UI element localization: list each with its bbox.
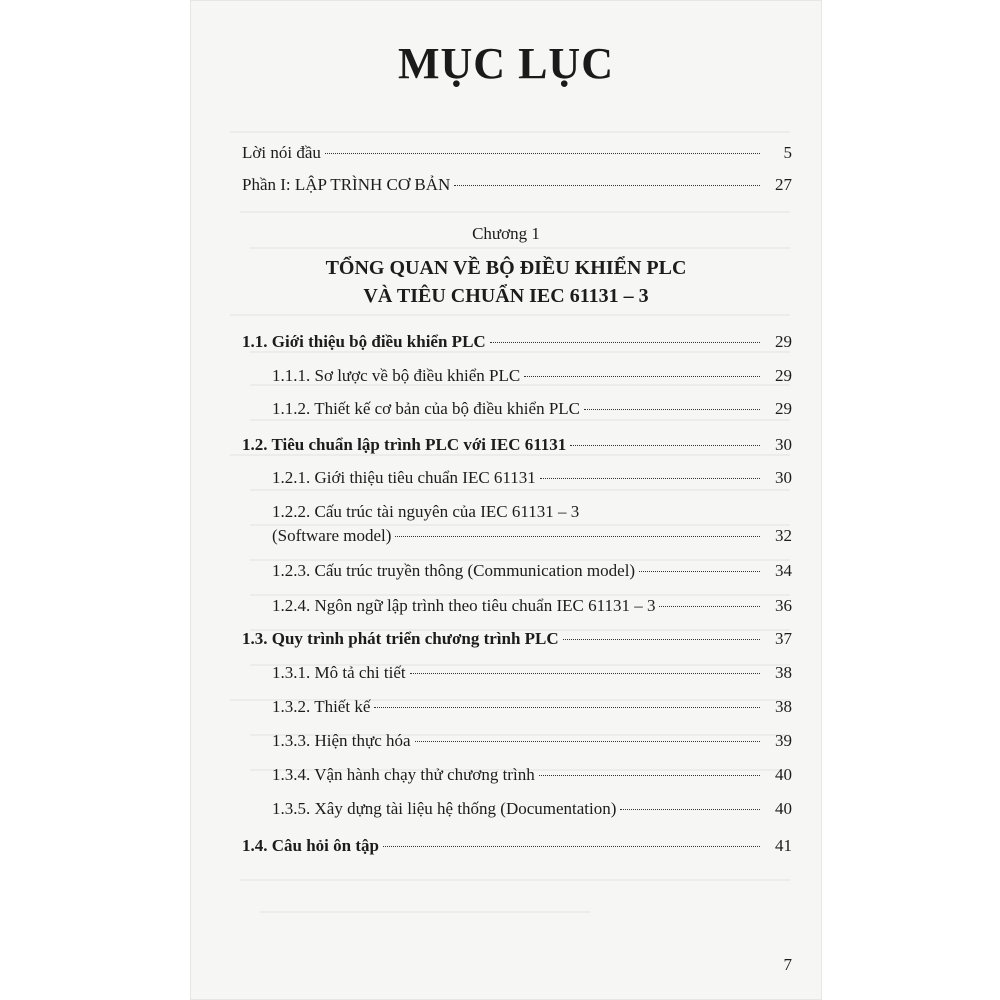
toc-entry-page: 37 — [775, 629, 792, 648]
toc-entry — [242, 174, 792, 196]
toc-section — [242, 331, 792, 353]
toc-entry-label: 1.3.3. Hiện thực hóa — [272, 731, 411, 750]
toc-entry-page: 27 — [775, 175, 792, 194]
chapter-title-line1: TỔNG QUAN VỀ BỘ ĐIỀU KHIỂN PLC — [325, 257, 687, 279]
toc-entry-label: 1.1.2. Thiết kế cơ bản của bộ điều khiển PLC — [272, 399, 581, 418]
toc-entry-label: 1.2.3. Cấu trúc truyền thông (Communication model) — [272, 561, 636, 580]
leader-dots — [325, 153, 760, 154]
toc-entry-page: 29 — [775, 332, 792, 351]
toc-entry-page: 30 — [775, 435, 792, 454]
toc-entry-page: 41 — [775, 836, 792, 855]
leader-dots — [490, 342, 760, 343]
toc-entry-page: 36 — [775, 596, 792, 615]
leader-dots — [539, 775, 760, 776]
chapter-title-line2: VÀ TIÊU CHUẨN IEC 61131 – 3 — [363, 285, 649, 307]
toc-entry-label: 1.2.1. Giới thiệu tiêu chuẩn IEC 61131 — [272, 468, 536, 487]
toc-entry-label: 1.3.4. Vận hành chạy thử chương trình — [272, 765, 535, 784]
toc-entry-label: 1.1. Giới thiệu bộ điều khiển PLC — [242, 332, 486, 351]
toc-subsection — [272, 365, 792, 387]
leader-dots — [415, 741, 760, 742]
toc-entry-page: 39 — [775, 731, 792, 750]
toc-entry-page: 38 — [775, 663, 792, 682]
leader-dots — [383, 846, 760, 847]
leader-dots — [374, 707, 760, 708]
toc-section — [242, 628, 792, 650]
toc-entry-page: 38 — [775, 697, 792, 716]
toc-entry-page: 40 — [775, 765, 792, 784]
toc-section — [242, 835, 792, 857]
toc-entry-page: 29 — [775, 366, 792, 385]
leader-dots — [570, 445, 760, 446]
toc-entry-label: Lời nói đầu — [242, 143, 321, 162]
toc-subsection — [272, 764, 792, 786]
toc-subsection — [272, 662, 792, 684]
toc-subsection — [272, 595, 792, 617]
toc-entry-label: (Software model) — [272, 526, 392, 545]
leader-dots — [540, 478, 760, 479]
toc-entry-page: 40 — [775, 799, 792, 818]
chapter-label: Chương 1 — [472, 224, 540, 243]
toc-entry-page: 34 — [775, 561, 792, 580]
toc-subsection — [272, 467, 792, 489]
leader-dots — [524, 376, 760, 377]
toc-subsection — [272, 525, 792, 547]
toc-subsection — [272, 696, 792, 718]
leader-dots — [395, 536, 760, 537]
leader-dots — [584, 409, 760, 410]
leader-dots — [620, 809, 760, 810]
toc-entry-page: 29 — [775, 399, 792, 418]
toc-entry-label: Phần I: LẬP TRÌNH CƠ BẢN — [242, 175, 451, 194]
toc-subsection — [272, 730, 792, 752]
toc-entry-label: 1.1.1. Sơ lược về bộ điều khiển PLC — [272, 366, 521, 385]
document-page — [190, 0, 822, 1000]
leader-dots — [410, 673, 760, 674]
leader-dots — [639, 571, 760, 572]
toc-entry-label: 1.2.4. Ngôn ngữ lập trình theo tiêu chuẩn IEC 61131 – 3 — [272, 596, 656, 615]
toc-entry-label: 1.3.1. Mô tả chi tiết — [272, 663, 406, 682]
toc-section — [242, 434, 792, 456]
toc-subsection — [272, 398, 792, 420]
toc-subsection-label: 1.2.2. Cấu trúc tài nguyên của IEC 61131 – 3 — [272, 502, 580, 521]
toc-entry — [242, 142, 792, 164]
toc-entry-label: 1.3.5. Xây dựng tài liệu hệ thống (Documentation) — [272, 799, 617, 818]
leader-dots — [454, 185, 760, 186]
toc-entry-label: 1.3.2. Thiết kế — [272, 697, 371, 716]
toc-entry-label: 1.3. Quy trình phát triển chương trình PLC — [242, 629, 559, 648]
toc-subsection — [272, 798, 792, 820]
page-number: 7 — [783, 955, 792, 974]
toc-entry-label: 1.4. Câu hỏi ôn tập — [242, 836, 379, 855]
toc-subsection — [272, 560, 792, 582]
toc-entry-page: 30 — [775, 468, 792, 487]
leader-dots — [563, 639, 760, 640]
page-title: MỤC LỤC — [398, 39, 614, 88]
toc-entry-page: 5 — [783, 143, 792, 162]
toc-entry-page: 32 — [775, 526, 792, 545]
leader-dots — [659, 606, 760, 607]
toc-entry-label: 1.2. Tiêu chuẩn lập trình PLC với IEC 61131 — [242, 435, 567, 454]
